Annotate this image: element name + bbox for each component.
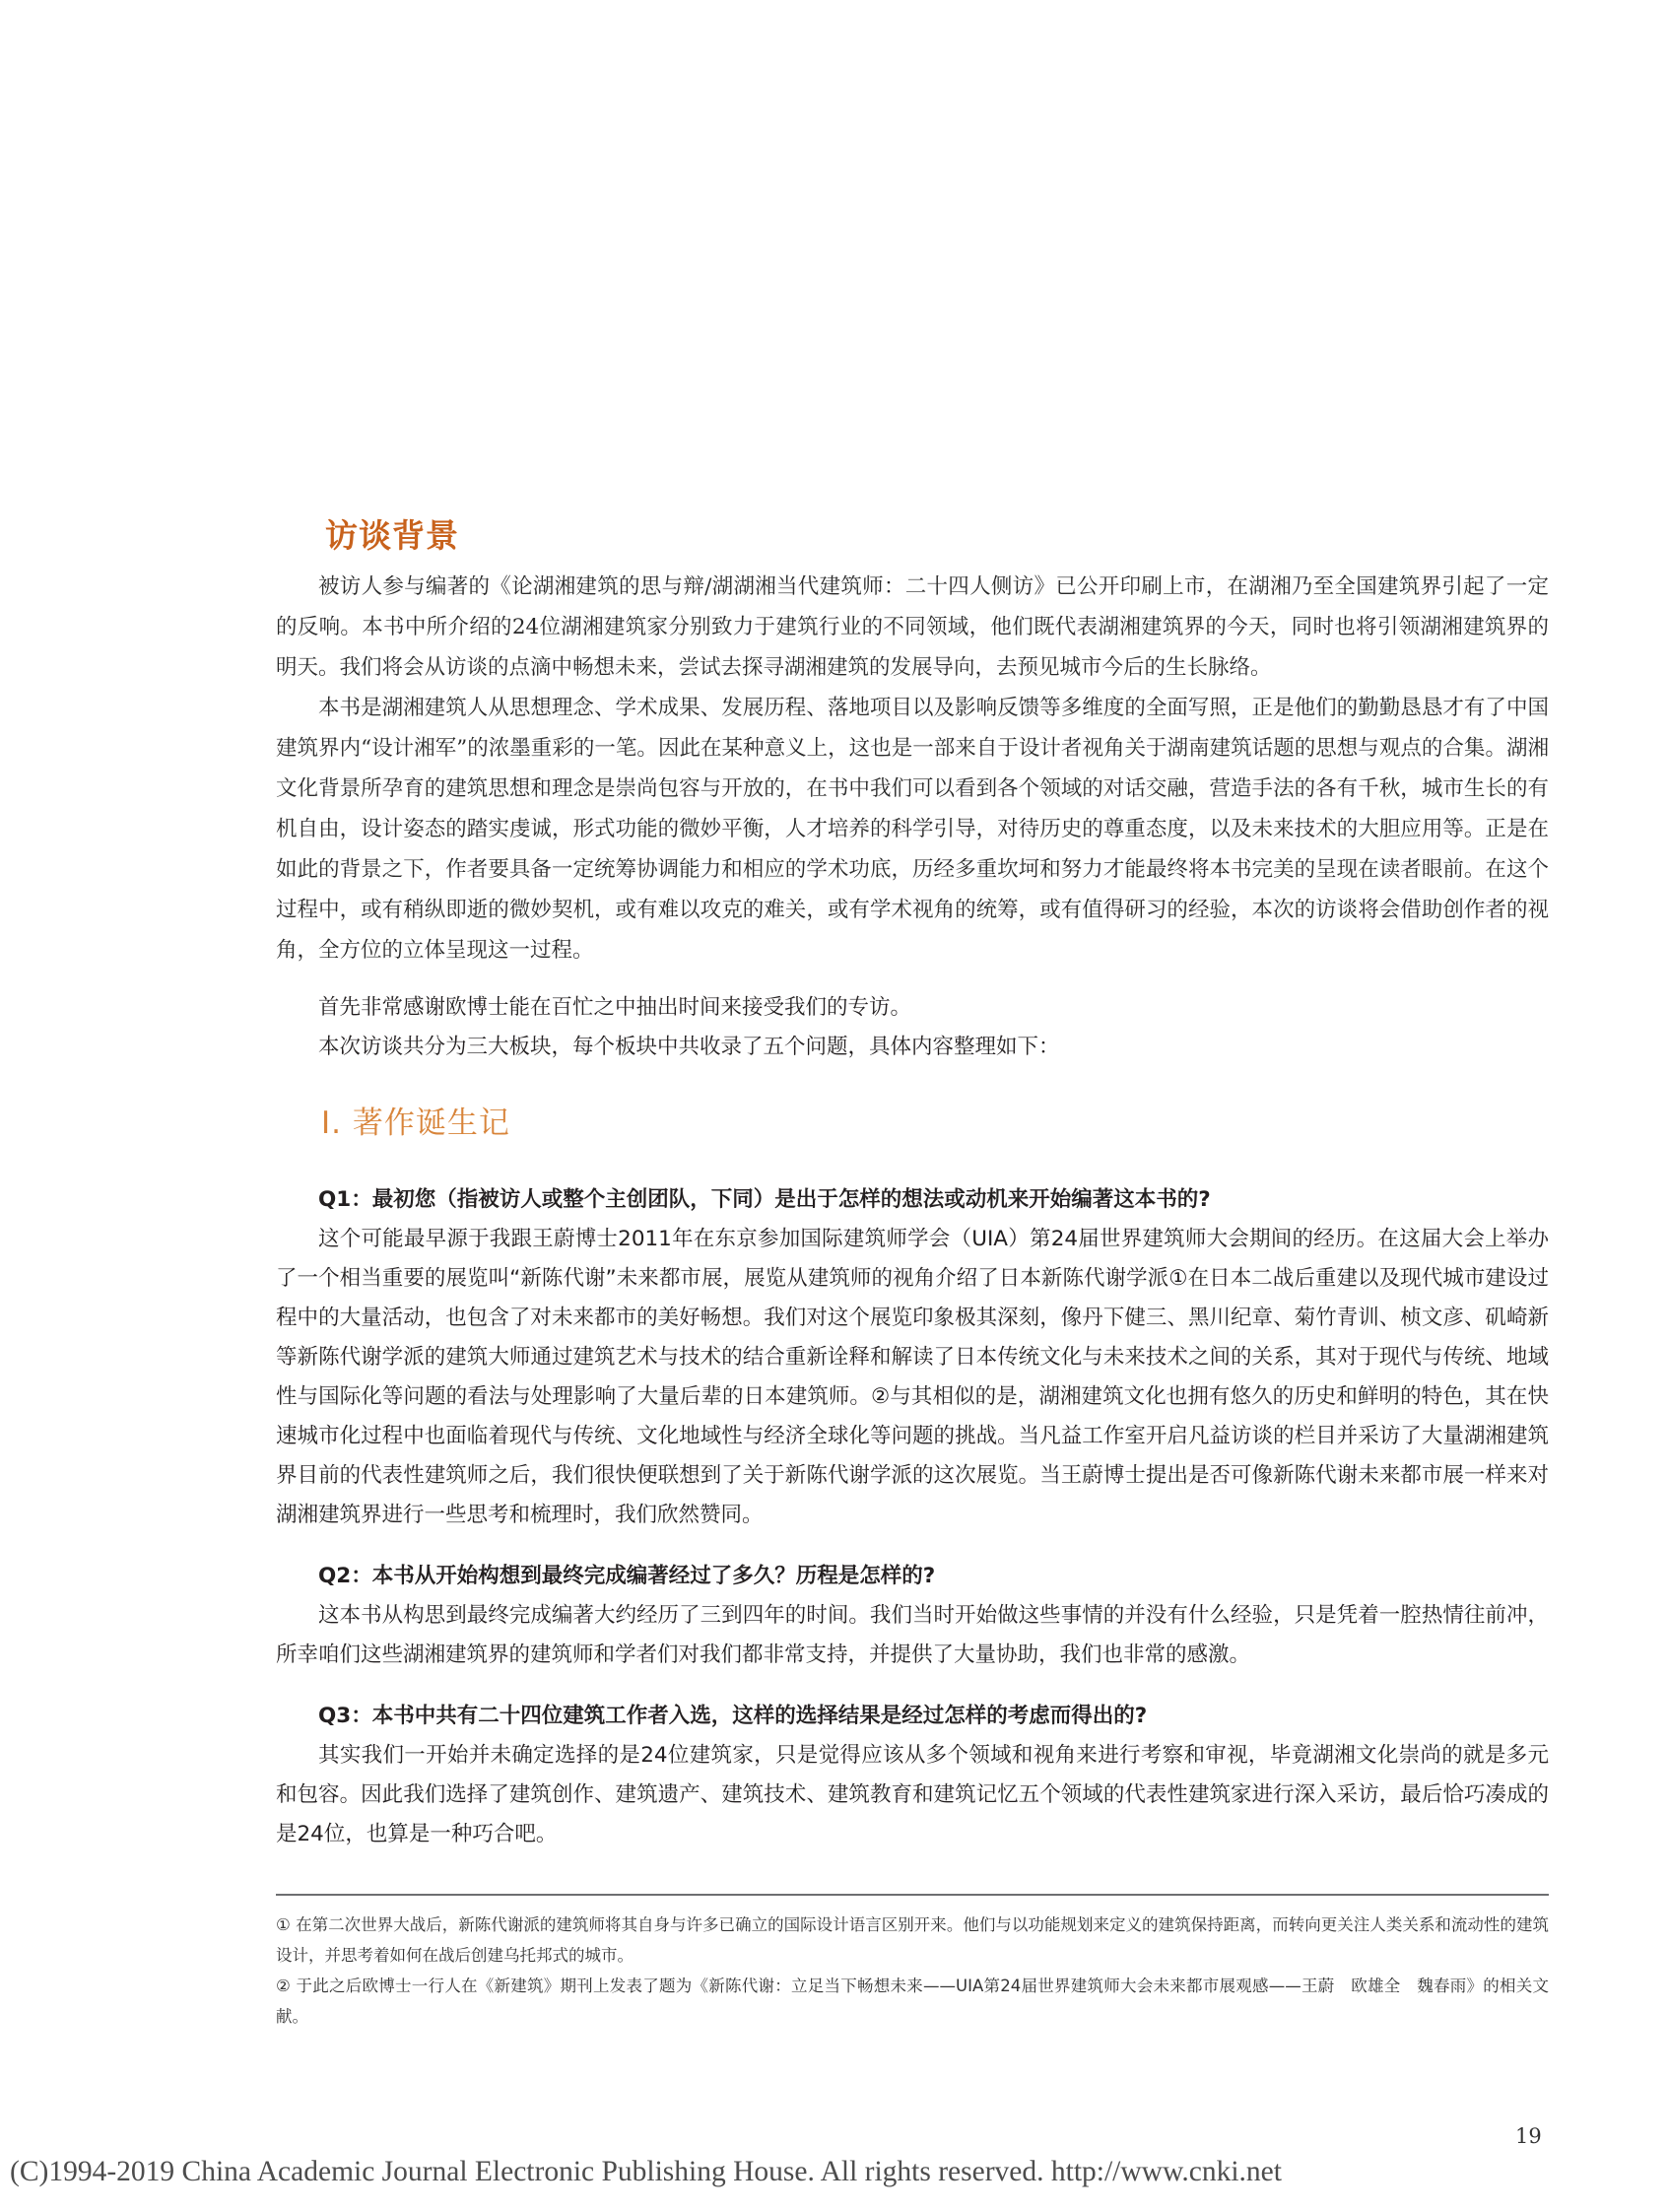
section-title: 访谈背景 xyxy=(325,516,459,555)
intro-paragraph: 本书是湖湘建筑人从思想理念、学术成果、发展历程、落地项目以及影响反馈等多维度的全面写照，正是他们的勤勤恳恳才有了中国建筑界内“设计湘军”的浓墨重彩的一笔。因此在某种意义上，这也是一部来自于设计者视角关于湖南建筑话题的思想与观点的合集。湖湘文化背景所孕育的建筑思想和理念是崇尚包容与开放的，在书中我们可以看到各个领域的对话交融，营造手法的各有千秋，城市生长的有机自由，设计姿态的踏实虔诚，形式功能的微妙平衡，人才培养的科学引导，对待历史的尊重态度，以及未来技术的大胆应用等。正是在如此的背景之下，作者要具备一定统筹协调能力和相应的学术功底，历经多重坎坷和努力才能最终将本书完美的呈现在读者眼前。在这个过程中，或有稍纵即逝的微妙契机，或有难以攻克的难关，或有学术视角的统筹，或有值得研习的经验，本次的访谈将会借助创作者的视角，全方位的立体呈现这一过程。 xyxy=(276,696,1549,963)
qa-block-q2 xyxy=(276,1557,1549,1675)
footnote-divider xyxy=(276,1894,1549,1896)
intro-paragraph: 被访人参与编著的《论湖湘建筑的思与辩/湖湖湘当代建筑师：二十四人侧访》已公开印刷上市，在湖湘乃至全国建筑界引起了一定的反响。本书中所介绍的24位湖湘建筑家分别致力于建筑行业的不同领域，他们既代表湖湘建筑界的今天，同时也将引领湖湘建筑界的明天。我们将会从访谈的点滴中畅想未来，尝试去探寻湖湘建筑的发展导向，去预见城市今后的生长脉络。 xyxy=(276,574,1549,680)
qa-block-q3 xyxy=(276,1697,1549,1854)
footnote-2: ② 于此之后欧博士一行人在《新建筑》期刊上发表了题为《新陈代谢：立足当下畅想未来——UIA第24届世界建筑师大会未来都市展观感——王蔚 欧雄全 魏春雨》的相关文献。 xyxy=(276,1977,1549,2026)
question-q2: Q2：本书从开始构想到最终完成编著经过了多久？历程是怎样的? xyxy=(318,1564,936,1588)
structure-paragraph: 本次访谈共分为三大板块，每个板块中共收录了五个问题，具体内容整理如下： xyxy=(318,1035,1060,1059)
answer-q1: 这个可能最早源于我跟王蔚博士2011年在东京参加国际建筑师学会（UIA）第24届世界建筑师大会期间的经历。在这届大会上举办了一个相当重要的展览叫“新陈代谢”未来都市展，展览从建筑师的视角介绍了日本新陈代谢学派①在日本二战后重建以及现代城市建设过程中的大量活动，也包含了对未来都市的美好畅想。我们对这个展览印象极其深刻，像丹下健三、黑川纪章、菊竹青训、桢文彦、矶崎新等新陈代谢学派的建筑大师通过建筑艺术与技术的结合重新诠释和解读了日本传统文化与未来技术之间的关系，其对于现代与传统、地域性与国际化等问题的看法与处理影响了大量后辈的日本建筑师。②与其相似的是，湖湘建筑文化也拥有悠久的历史和鲜明的特色，其在快速城市化过程中也面临着现代与传统、文化地域性与经济全球化等问题的挑战。当凡益工作室开启凡益访谈的栏目并采访了大量湖湘建筑界目前的代表性建筑师之后，我们很快便联想到了关于新陈代谢学派的这次展览。当王蔚博士提出是否可像新陈代谢未来都市展一样来对湖湘建筑界进行一些思考和梳理时，我们欣然赞同。 xyxy=(276,1227,1549,1527)
copyright-notice: (C)1994-2019 China Academic Journal Electronic Publishing House. All rights reserved. http://www.cnki.net xyxy=(10,2156,1282,2187)
footnotes xyxy=(276,1910,1549,2032)
qa-block-q1 xyxy=(276,1180,1549,1535)
answer-q3: 其实我们一开始并未确定选择的是24位建筑家，只是觉得应该从多个领域和视角来进行考察和审视，毕竟湖湘文化崇尚的就是多元和包容。因此我们选择了建筑创作、建筑遗产、建筑技术、建筑教育和建筑记忆五个领域的代表性建筑家进行深入采访，最后恰巧凑成的是24位，也算是一种巧合吧。 xyxy=(276,1743,1549,1846)
intro-section xyxy=(276,567,1549,971)
thanks-section xyxy=(276,988,1549,1067)
question-q3: Q3：本书中共有二十四位建筑工作者入选，这样的选择结果是经过怎样的考虑而得出的? xyxy=(318,1704,1148,1728)
answer-q2: 这本书从构思到最终完成编著大约经历了三到四年的时间。我们当时开始做这些事情的并没有什么经验，只是凭着一腔热情往前冲，所幸咱们这些湖湘建筑界的建筑师和学者们对我们都非常支持，并提供了大量协助，我们也非常的感激。 xyxy=(276,1603,1549,1667)
part-title: I. 著作诞生记 xyxy=(321,1106,510,1141)
footnote-1: ① 在第二次世界大战后，新陈代谢派的建筑师将其自身与许多已确立的国际设计语言区别开来。他们与以功能规划来定义的建筑保持距离，而转向更关注人类关系和流动性的建筑设计，并思考着如何在战后创建乌托邦式的城市。 xyxy=(276,1915,1549,1965)
thanks-paragraph: 首先非常感谢欧博士能在百忙之中抽出时间来接受我们的专访。 xyxy=(318,995,912,1020)
page-number: 19 xyxy=(1515,2124,1542,2148)
question-q1: Q1：最初您（指被访人或整个主创团队，下同）是出于怎样的想法或动机来开始编著这本书的? xyxy=(318,1187,1211,1212)
